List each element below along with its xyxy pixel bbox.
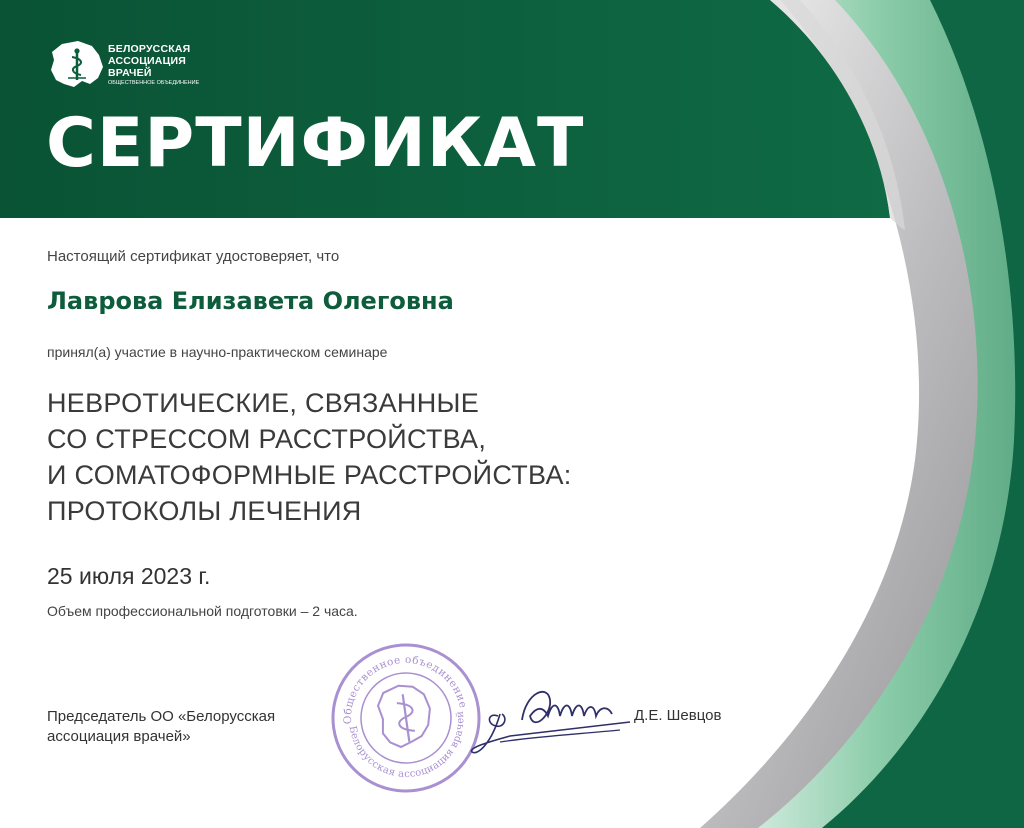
chairman-position <box>47 707 275 747</box>
belarus-map-with-caduceus-icon <box>48 40 106 90</box>
certificate-intro: Настоящий сертификат удостоверяет, что <box>47 248 340 265</box>
signer-name: Д.Е. Шевцов <box>634 707 722 724</box>
chairman-line-2: ассоциация врачей» <box>47 728 191 745</box>
training-volume: Объем профессиональной подготовки – 2 часа. <box>47 603 358 619</box>
association-logo <box>48 40 199 90</box>
participation-text: принял(а) участие в научно-практическом семинаре <box>47 344 388 360</box>
handwritten-signature <box>470 672 640 764</box>
seminar-topic <box>47 385 572 529</box>
logo-text <box>108 43 199 87</box>
logo-line-1: БЕЛОРУССКАЯ <box>108 43 191 55</box>
certificate-title: СЕРТИФИКАТ <box>46 104 585 183</box>
topic-line-3: И СОМАТОФОРМНЫЕ РАССТРОЙСТВА: <box>47 460 572 490</box>
logo-line-2: АССОЦИАЦИЯ <box>108 55 186 67</box>
logo-line-3: ВРАЧЕЙ <box>108 67 152 79</box>
seminar-date: 25 июля 2023 г. <box>47 563 211 589</box>
chairman-line-1: Председатель ОО «Белорусская <box>47 708 276 725</box>
official-stamp <box>327 642 485 794</box>
stamp-bottom-text: «Белорусская ассоциация врачей» <box>346 710 467 781</box>
topic-line-1: НЕВРОТИЧЕСКИЕ, СВЯЗАННЫЕ <box>47 388 480 418</box>
topic-line-2: СО СТРЕССОМ РАССТРОЙСТВА, <box>47 424 487 454</box>
logo-subtitle: ОБЩЕСТВЕННОЕ ОБЪЕДИНЕНИЕ <box>108 80 200 86</box>
recipient-name: Лаврова Елизавета Олеговна <box>47 287 454 315</box>
stamp-top-text: Общественное объединение <box>341 653 470 725</box>
topic-line-4: ПРОТОКОЛЫ ЛЕЧЕНИЯ <box>47 496 362 526</box>
